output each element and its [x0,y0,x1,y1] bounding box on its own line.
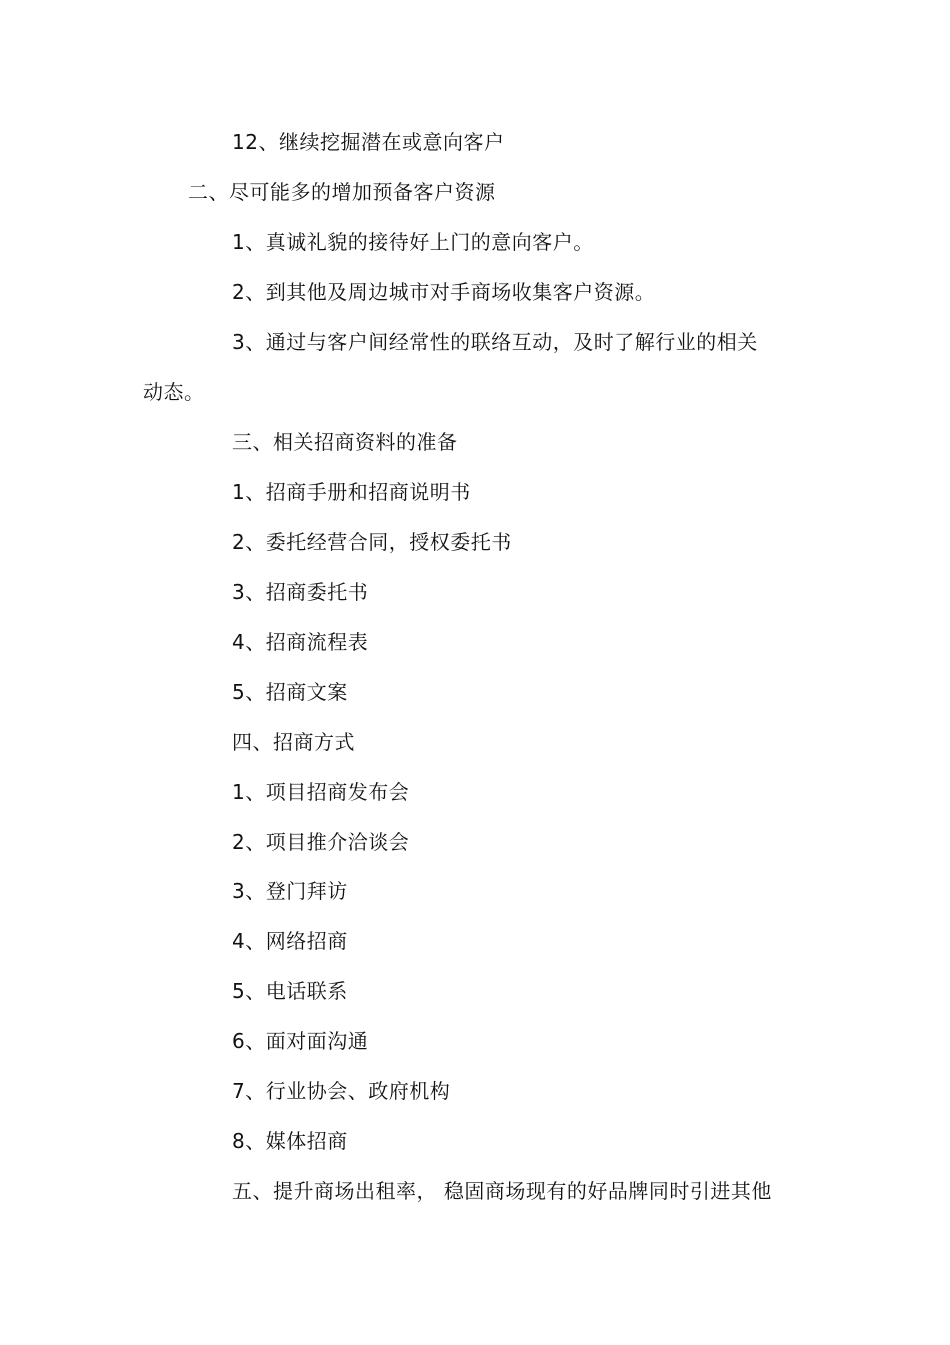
paragraph-line: 5、招商文案 [232,680,348,704]
paragraph-line: 3、招商委托书 [232,580,369,604]
paragraph-line: 3、通过与客户间经常性的联络互动，及时了解行业的相关 [232,330,758,354]
paragraph-line: 4、网络招商 [232,929,348,953]
paragraph-line: 8、媒体招商 [232,1129,348,1153]
paragraph-line: 5、电话联系 [232,979,348,1003]
paragraph-line: 6、面对面沟通 [232,1029,369,1053]
paragraph-line: 2、项目推介洽谈会 [232,830,410,854]
section-heading: 二、尽可能多的增加预备客户资源 [188,180,496,204]
paragraph-line-continuation: 动态。 [143,380,205,404]
paragraph-line: 3、登门拜访 [232,879,348,903]
paragraph-line: 1、真诚礼貌的接待好上门的意向客户。 [232,230,594,254]
section-heading: 五、提升商场出租率， 稳固商场现有的好品牌同时引进其他 [232,1179,772,1203]
section-heading: 四、招商方式 [232,730,355,754]
section-heading: 三、相关招商资料的准备 [232,430,458,454]
paragraph-line: 2、到其他及周边城市对手商场收集客户资源。 [232,280,656,304]
paragraph-line: 1、招商手册和招商说明书 [232,480,471,504]
paragraph-line: 1、项目招商发布会 [232,780,410,804]
paragraph-line: 12、继续挖掘潜在或意向客户 [232,130,505,154]
paragraph-line: 4、招商流程表 [232,630,369,654]
paragraph-line: 7、行业协会、政府机构 [232,1079,451,1103]
paragraph-line: 2、委托经营合同，授权委托书 [232,530,512,554]
